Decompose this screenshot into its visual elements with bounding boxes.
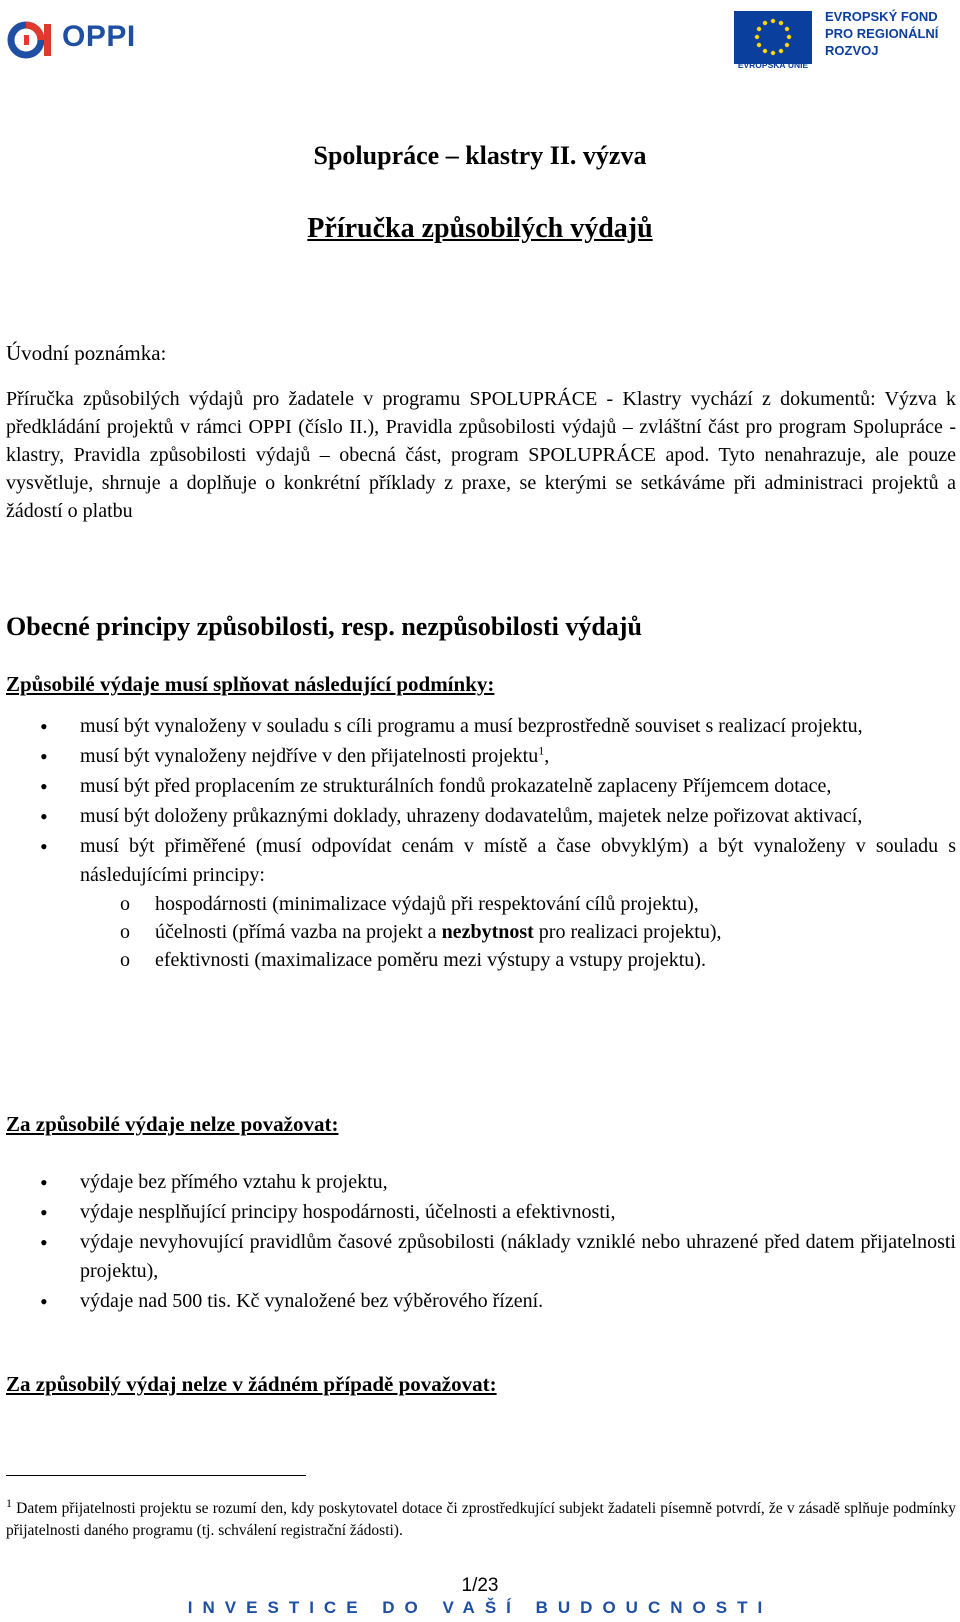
list-item: • musí být vynaloženy nejdříve v den přijatelnosti projektu$^1$,: [0, 742, 956, 771]
footnote: $^1$ Datem přijatelnosti projektu se rozumí den, kdy poskytovatel dotace či zprostředkující subjekt žadateli písemně potvrdí, že v zásadě splňuje podmínky přijatelnosti daného programu (tj. schválení registrační žádosti).: [6, 1495, 956, 1539]
footnote-reference[interactable]: 1: [538, 743, 545, 758]
list-item: • musí být před proplacením ze strukturálních fondů prokazatelně zaplaceny Příjemcem dotace,: [0, 772, 956, 801]
document-title: Spolupráce – klastry II. výzva: [313, 141, 647, 170]
intro-heading: Úvodní poznámka:: [6, 341, 167, 365]
list-item: • musí být doloženy průkaznými doklady, uhrazeny dodavatelům, majetek nelze pořizovat aktivací,: [0, 802, 956, 831]
list-item: • výdaje nesplňující principy hospodárnosti, účelnosti a efektivnosti,: [0, 1198, 956, 1227]
ineligible-list: [0, 1168, 956, 1317]
section-heading-ineligible: Za způsobilé výdaje nelze považovat:: [6, 1112, 339, 1136]
footnote-number: 1: [6, 1495, 12, 1510]
oppi-logo-text: OPPI: [62, 20, 136, 53]
list-item: • výdaje nad 500 tis. Kč vynaložené bez výběrového řízení.: [0, 1287, 956, 1316]
list-item: • výdaje bez přímého vztahu k projektu,: [0, 1168, 956, 1197]
principles-sublist: [80, 890, 956, 974]
footnote-divider: [6, 1475, 306, 1476]
eu-flag-caption: EVROPSKÁ UNIE: [737, 60, 809, 70]
page-number: 1/23: [461, 1575, 499, 1596]
eu-flag-icon: [734, 11, 812, 64]
sublist-item: o hospodárnosti (minimalizace výdajů při respektování cílů projektu),: [80, 890, 956, 918]
document-subtitle: Příručka způsobilých výdajů: [307, 213, 653, 244]
section-heading-principles: Obecné principy způsobilosti, resp. nezpůsobilosti výdajů: [6, 612, 642, 641]
section-subheading-eligible: Způsobilé výdaje musí splňovat následující podmínky:: [6, 672, 495, 696]
sublist-item: o účelnosti (přímá vazba na projekt a nezbytnost pro realizaci projektu),: [80, 918, 956, 946]
footer-slogan: INVESTICE DO VAŠÍ BUDOUCNOSTI: [187, 1598, 773, 1617]
erdf-logo-text: EVROPSKÝ FOND PRO REGIONÁLNÍ ROZVOJ: [825, 9, 939, 58]
sublist-item: o efektivnosti (maximalizace poměru mezi výstupy a vstupy projektu).: [80, 946, 956, 974]
eligible-conditions-list: [0, 712, 956, 975]
list-item: • musí být vynaloženy v souladu s cíli programu a musí bezprostředně souviset s realizací projektu,: [0, 712, 956, 741]
intro-paragraph: Příručka způsobilých výdajů pro žadatele v programu SPOLUPRÁCE - Klastry vychází z dokumentů: Výzva k předkládání projektů v rámci OPPI (číslo II.), Pravidla způsobilosti výdajů – zvláštní část pro program Spolupráce - klastry, Pravidla způsobilosti výdajů – obecná část, program SPOLUPRÁCE apod. Tyto nenahrazuje, ale pouze vysvětluje, shrnuje a doplňuje o konkrétní příklady z praxe, se kterými se setkáváme při administraci projektů a žádostí o platbu: [6, 388, 956, 522]
section-heading-never-eligible: Za způsobilý výdaj nelze v žádném případě považovat:: [6, 1372, 497, 1396]
list-item: • výdaje nevyhovující pravidlům časové způsobilosti (náklady vzniklé nebo uhrazené před datem přijatelnosti projektu),: [0, 1228, 956, 1286]
list-item: • musí být přiměřené (musí odpovídat cenám v místě a čase obvyklým) a být vynaloženy v souladu s následujícími principy: o hospodárnosti (minimalizace výdajů při respektování cílů projektu), o účelnosti (přímá vazba na projekt a nezbytnost pro realizaci projektu), o efektivnosti (maximalizace poměru mezi výstupy a vstupy projektu).: [0, 832, 956, 974]
